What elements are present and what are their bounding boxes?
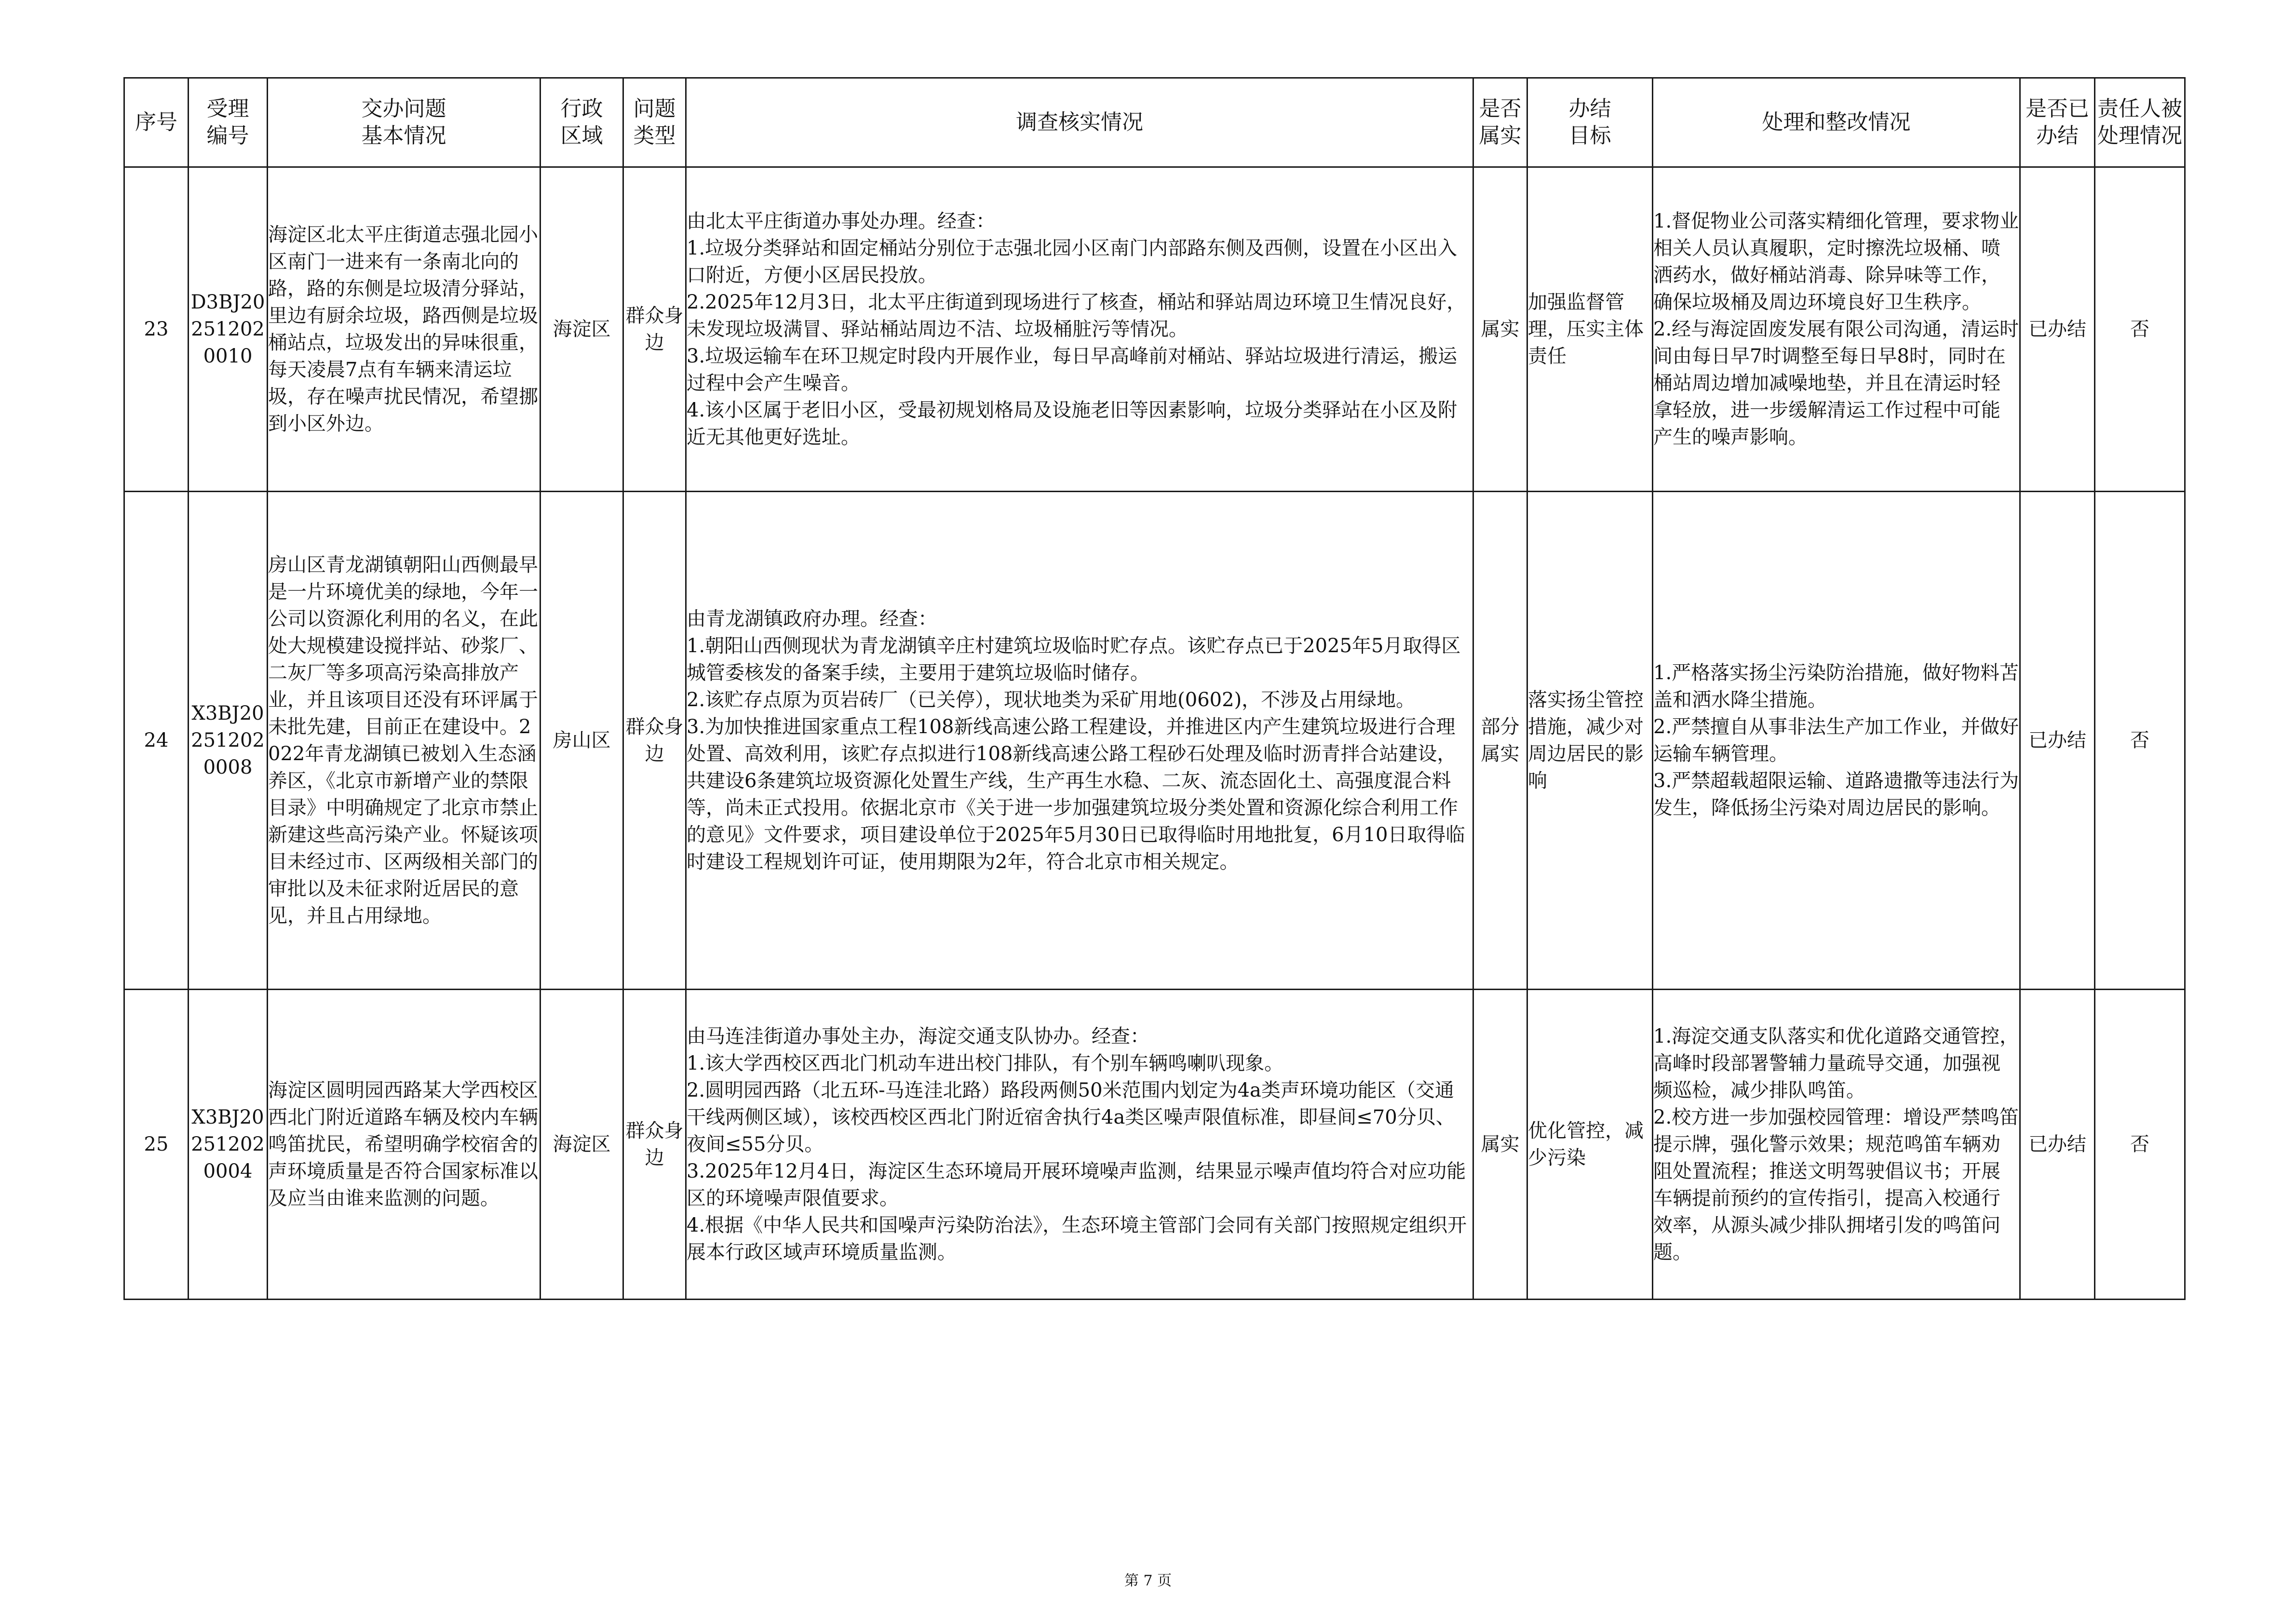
table-row (124, 990, 2185, 1300)
cell-closed: 已办结 (2020, 990, 2095, 1300)
cell-goal: 优化管控，减少污染 (1527, 990, 1653, 1300)
cell-district: 海淀区 (540, 167, 623, 492)
cell-district: 房山区 (540, 492, 623, 990)
page-number: 第 7 页 (1124, 1572, 1172, 1589)
cell-accountability: 否 (2095, 990, 2185, 1300)
header-accountability: 责任人被 处理情况 (2095, 78, 2185, 167)
header-issue: 交办问题 基本情况 (268, 78, 540, 167)
header-verified: 是否 属实 (1473, 78, 1527, 167)
cell-accept-no: D3BJ20251202 0010 (189, 167, 268, 492)
cell-verified: 部分属实 (1473, 492, 1527, 990)
cell-investigation: 由青龙湖镇政府办理。经查： 1.朝阳山西侧现状为青龙湖镇辛庄村建筑垃圾临时贮存点。该贮存点已于2025年5月取得区城管委核发的备案手续，主要用于建筑垃圾临时储存。 2.该贮存点原为页岩砖厂（已关停），现状地类为采矿用地(0602)，不涉及占用绿地。 3.为加快推进国家重点工程108新线高速公路工程建设，并推进区内产生建筑垃圾进行合理处置、高效利用，该贮存点拟进行108新线高速公路工程砂石处理及临时沥青拌合站建设，共建设6条建筑垃圾资源化处置生产线，生产再生水稳、二灰、流态固化土、高强度混合料等，尚未正式投用。依据北京市《关于进一步加强建筑垃圾分类处置和资源化综合利用工作的意见》文件要求，项目建设单位于2025年5月30日已取得临时用地批复，6月10日取得临时建设工程规划许可证，使用期限为2年，符合北京市相关规定。 (686, 492, 1473, 990)
header-goal: 办结 目标 (1527, 78, 1653, 167)
cell-issue: 房山区青龙湖镇朝阳山西侧最早是一片环境优美的绿地，今年一公司以资源化利用的名义，在此处大规模建设搅拌站、砂浆厂、二灰厂等多项高污染高排放产业，并且该项目还没有环评属于未批先建，目前正在建设中。2022年青龙湖镇已被划入生态涵养区，《北京市新增产业的禁限目录》中明确规定了北京市禁止新建这些高污染产业。怀疑该项目未经过市、区两级相关部门的审批以及未征求附近居民的意见，并且占用绿地。 (268, 492, 540, 990)
complaint-table (123, 77, 2186, 1300)
cell-closed: 已办结 (2020, 167, 2095, 492)
cell-seq: 24 (124, 492, 189, 990)
cell-handling: 1.督促物业公司落实精细化管理，要求物业相关人员认真履职，定时擦洗垃圾桶、喷洒药水，做好桶站消毒、除异味等工作，确保垃圾桶及周边环境良好卫生秩序。 2.经与海淀固废发展有限公司沟通，清运时间由每日早7时调整至每日早8时，同时在桶站周边增加减噪地垫，并且在清运时轻拿轻放，进一步缓解清运工作过程中可能产生的噪声影响。 (1653, 167, 2020, 492)
header-seq: 序号 (124, 78, 189, 167)
cell-closed: 已办结 (2020, 492, 2095, 990)
cell-type: 群众身边 (623, 492, 686, 990)
header-type: 问题 类型 (623, 78, 686, 167)
header-district: 行政 区域 (540, 78, 623, 167)
table-row (124, 492, 2185, 990)
header-closed: 是否已 办结 (2020, 78, 2095, 167)
cell-seq: 25 (124, 990, 189, 1300)
header-row (124, 78, 2185, 167)
header-investigation: 调查核实情况 (686, 78, 1473, 167)
table-row (124, 167, 2185, 492)
cell-accept-no: X3BJ20251202 0004 (189, 990, 268, 1300)
cell-handling: 1.严格落实扬尘污染防治措施，做好物料苫盖和洒水降尘措施。 2.严禁擅自从事非法生产加工作业，并做好运输车辆管理。 3.严禁超载超限运输、道路遗撒等违法行为发生，降低扬尘污染对周边居民的影响。 (1653, 492, 2020, 990)
cell-type: 群众身边 (623, 990, 686, 1300)
cell-type: 群众身边 (623, 167, 686, 492)
cell-verified: 属实 (1473, 167, 1527, 492)
cell-investigation: 由马连洼街道办事处主办，海淀交通支队协办。经查： 1.该大学西校区西北门机动车进出校门排队，有个别车辆鸣喇叭现象。 2.圆明园西路（北五环-马连洼北路）路段两侧50米范围内划定为4a类声环境功能区（交通干线两侧区域），该校西校区西北门附近宿舍执行4a类区噪声限值标准，即昼间≤70分贝、夜间≤55分贝。 3.2025年12月4日，海淀区生态环境局开展环境噪声监测，结果显示噪声值均符合对应功能区的环境噪声限值要求。 4.根据《中华人民共和国噪声污染防治法》，生态环境主管部门会同有关部门按照规定组织开展本行政区域声环境质量监测。 (686, 990, 1473, 1300)
cell-handling: 1.海淀交通支队落实和优化道路交通管控，高峰时段部署警辅力量疏导交通，加强视频巡检，减少排队鸣笛。 2.校方进一步加强校园管理：增设严禁鸣笛提示牌，强化警示效果；规范鸣笛车辆劝阻处置流程；推送文明驾驶倡议书；开展车辆提前预约的宣传指引，提高入校通行效率，从源头减少排队拥堵引发的鸣笛问题。 (1653, 990, 2020, 1300)
cell-seq: 23 (124, 167, 189, 492)
cell-goal: 落实扬尘管控措施，减少对周边居民的影响 (1527, 492, 1653, 990)
cell-goal: 加强监督管理，压实主体责任 (1527, 167, 1653, 492)
cell-accountability: 否 (2095, 167, 2185, 492)
cell-verified: 属实 (1473, 990, 1527, 1300)
cell-accountability: 否 (2095, 492, 2185, 990)
header-accept-no: 受理 编号 (189, 78, 268, 167)
cell-district: 海淀区 (540, 990, 623, 1300)
cell-issue: 海淀区北太平庄街道志强北园小区南门一进来有一条南北向的路，路的东侧是垃圾清分驿站，里边有厨余垃圾，路西侧是垃圾桶站点，垃圾发出的异味很重，每天凌晨7点有车辆来清运垃圾，存在噪声扰民情况，希望挪到小区外边。 (268, 167, 540, 492)
cell-investigation: 由北太平庄街道办事处办理。经查： 1.垃圾分类驿站和固定桶站分别位于志强北园小区南门内部路东侧及西侧，设置在小区出入口附近，方便小区居民投放。 2.2025年12月3日，北太平庄街道到现场进行了核查，桶站和驿站周边环境卫生情况良好，未发现垃圾满冒、驿站桶站周边不洁、垃圾桶脏污等情况。 3.垃圾运输车在环卫规定时段内开展作业，每日早高峰前对桶站、驿站垃圾进行清运，搬运过程中会产生噪音。 4.该小区属于老旧小区，受最初规划格局及设施老旧等因素影响，垃圾分类驿站在小区及附近无其他更好选址。 (686, 167, 1473, 492)
cell-accept-no: X3BJ20251202 0008 (189, 492, 268, 990)
header-handling: 处理和整改情况 (1653, 78, 2020, 167)
cell-issue: 海淀区圆明园西路某大学西校区西北门附近道路车辆及校内车辆鸣笛扰民，希望明确学校宿舍的声环境质量是否符合国家标准以及应当由谁来监测的问题。 (268, 990, 540, 1300)
